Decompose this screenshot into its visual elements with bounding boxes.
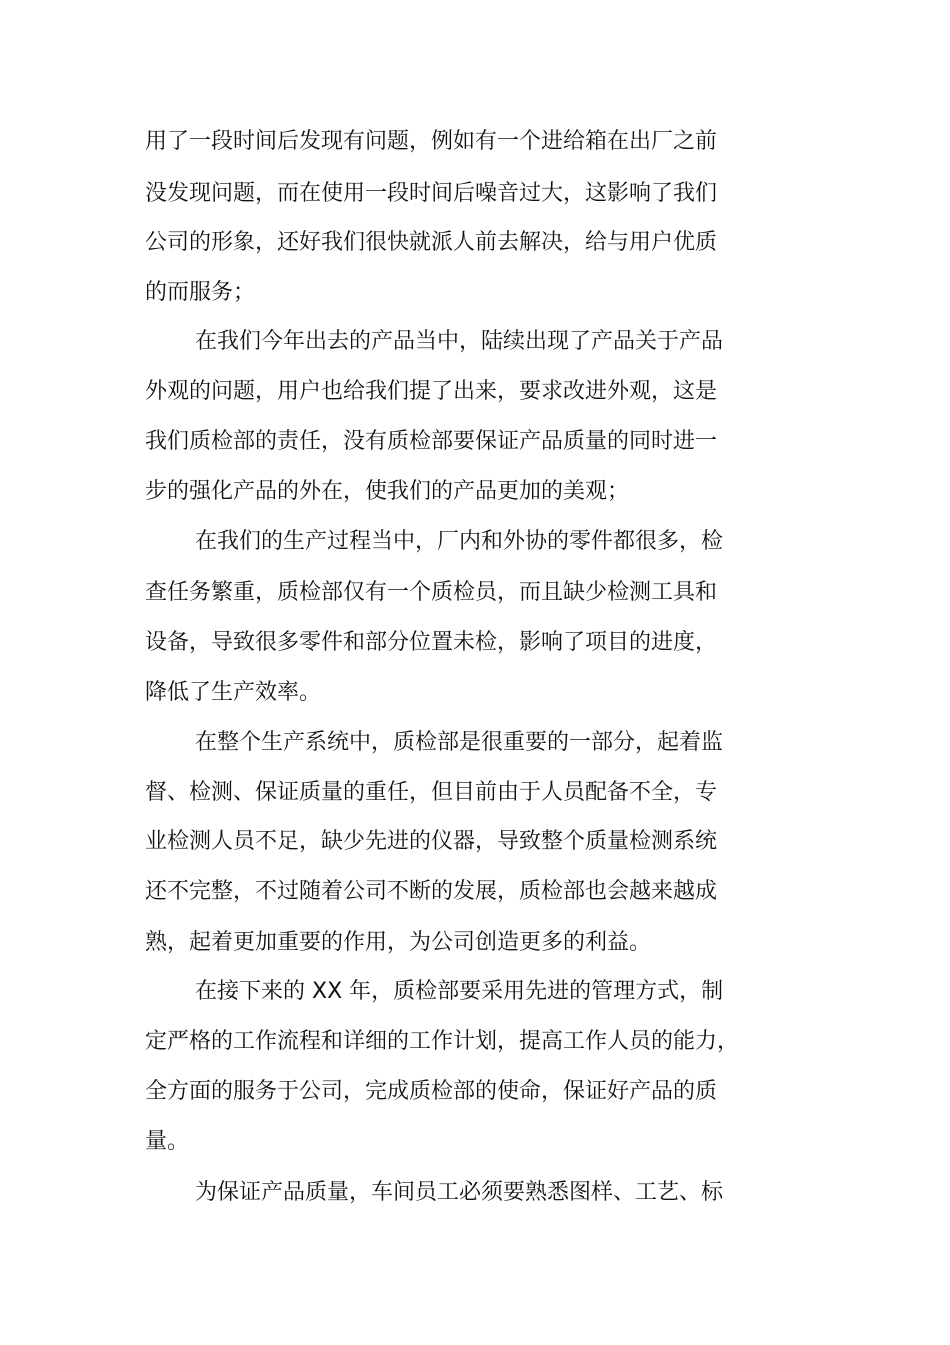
text-line: 的而服务；: [145, 280, 256, 305]
paragraph-first-line: 在我们的生产过程当中，厂内和外协的零件都很多，检: [195, 529, 724, 554]
text-line: 设备，导致很多零件和部分位置未检，影响了项目的进度，: [145, 630, 718, 655]
text-line: 公司的形象，还好我们很快就派人前去解决，给与用户优质: [145, 230, 718, 255]
paragraph-first-line: 在我们今年出去的产品当中，陆续出现了产品关于产品: [195, 329, 724, 354]
text-line: 降低了生产效率。: [145, 680, 322, 705]
text-line: 查任务繁重，质检部仅有一个质检员，而且缺少检测工具和: [145, 580, 718, 605]
text-line: 没发现问题，而在使用一段时间后噪音过大，这影响了我们: [145, 181, 718, 206]
text-line: 步的强化产品的外在，使我们的产品更加的美观；: [145, 479, 630, 504]
paragraph-first-line: 在接下来的 XX 年，质检部要采用先进的管理方式，制: [195, 979, 724, 1004]
text-line: 我们质检部的责任，没有质检部要保证产品质量的同时进一: [145, 429, 718, 454]
text-line: 业检测人员不足，缺少先进的仪器，导致整个质量检测系统: [145, 829, 718, 854]
text-line: 熟，起着更加重要的作用，为公司创造更多的利益。: [145, 930, 652, 955]
text-line: 还不完整，不过随着公司不断的发展，质检部也会越来越成: [145, 879, 718, 904]
text-line: 督、检测、保证质量的重任，但目前由于人员配备不全，专: [145, 780, 718, 805]
text-line: 用了一段时间后发现有问题，例如有一个进给箱在出厂之前: [145, 129, 718, 154]
text-line: 定严格的工作流程和详细的工作计划，提高工作人员的能力，: [145, 1029, 740, 1054]
text-line: 全方面的服务于公司，完成质检部的使命，保证好产品的质: [145, 1079, 718, 1104]
text-line: 外观的问题，用户也给我们提了出来，要求改进外观，这是: [145, 379, 718, 404]
text-line: 量。: [145, 1129, 190, 1154]
paragraph-first-line: 为保证产品质量，车间员工必须要熟悉图样、工艺、标: [195, 1180, 724, 1205]
paragraph-first-line: 在整个生产系统中，质检部是很重要的一部分，起着监: [195, 730, 724, 755]
